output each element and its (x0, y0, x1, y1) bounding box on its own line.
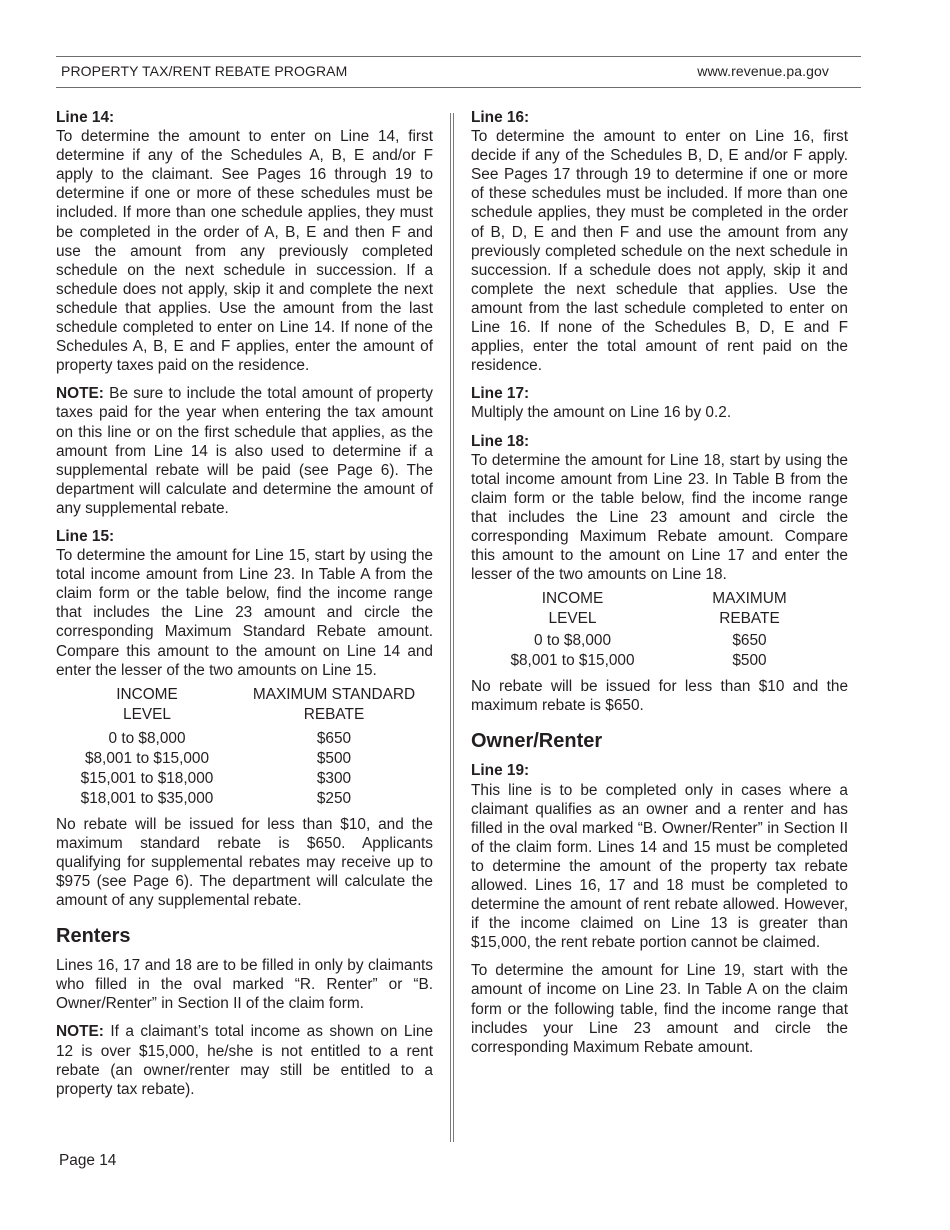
line16-text: To determine the amount to enter on Line 16, first decide if any of the Schedules B, D, E and/or F apply. See Pages 17 through 19 to determine if one or more of these schedules must be included. If more than one schedule applies, they must be completed in the order of B, D, E and then F and use the amount from any previously completed schedule on the next schedule in succession. If a schedule does not apply, skip it and complete the next schedule that applies. Use the amount from the last schedule completed to enter on Line 16. If none of the Schedules B, D, E and F applies, enter the total amount of rent paid on the residence. (471, 128, 848, 375)
income-level-cell: $8,001 to $15,000 (510, 652, 635, 670)
line17-heading: Line 17: (471, 385, 530, 403)
column-divider (450, 113, 454, 1142)
note2-paragraph (56, 1022, 433, 1098)
note1-label: NOTE: (56, 385, 104, 403)
line19-text: This line is to be completed only in cases where a claimant qualifies as an owner and a renter and has filled in the oval marked “B. Owner/Renter” in Section II of the claim form. Lines 14 and 15 must be completed to determine the amount of the property tax rebate allowed. Lines 16, 17 and 18 must be completed to determine the amount of rent rebate allowed. However, if the income claimed on Line 13 is greater than $15,000, the rent rebate portion cannot be claimed. (471, 781, 848, 952)
table-header-row (56, 705, 433, 725)
col-rebate-header: REBATE (303, 705, 365, 723)
line18-heading: Line 18: (471, 432, 530, 450)
line15-heading: Line 15: (56, 527, 115, 545)
header-website-url: www.revenue.pa.gov (697, 63, 829, 79)
col-level-header: LEVEL (123, 705, 171, 723)
col-income-header: INCOME (541, 590, 604, 608)
right-column (471, 108, 848, 1057)
rebate-cell: $500 (316, 749, 352, 767)
table-header-row (471, 589, 825, 609)
table-header-row (471, 609, 825, 629)
table-header-row (56, 685, 433, 705)
renters-text: Lines 16, 17 and 18 are to be filled in only by claimants who filled in the oval marked “R. Renter” or “B. Owner/Renter” in Section II of the claim form. (56, 957, 433, 1013)
line15-text: To determine the amount for Line 15, start by using the total income amount from Line 23. In Table A from the claim form or the table below, find the income range that includes the Line 23 amount and circle the corresponding Maximum Standard Rebate amount. Compare this amount to the amount on Line 14 and enter the lesser of the two amounts on Line 15. (56, 547, 433, 679)
line14-heading: Line 14: (56, 109, 115, 126)
renters-heading: Renters (56, 925, 131, 948)
rebate-cell: $250 (316, 789, 352, 807)
income-level-cell: $8,001 to $15,000 (84, 749, 210, 767)
line18-text: To determine the amount for Line 18, start by using the total income amount from Line 23. In Table B from the claim form or the table below, find the income range that includes the Line 23 amount and circle the corresponding Maximum Rebate amount. Compare this amount to the amount on Line 17 and enter the lesser of the two amounts on Line 18. (471, 451, 848, 584)
table-row (56, 769, 433, 789)
col-rebate-header: REBATE (719, 610, 780, 628)
header-bottom-rule (56, 87, 861, 88)
line19-text-2: To determine the amount for Line 19, start with the amount of income on Line 23. In Table A on the claim form or the following table, find the income range that includes your Line 23 amount and circle the corresponding Maximum Rebate amount. (471, 962, 848, 1056)
income-level-cell: 0 to $8,000 (533, 632, 612, 650)
line19-heading: Line 19: (471, 762, 530, 780)
table-row (56, 729, 433, 749)
col-max-header: MAXIMUM (712, 590, 787, 608)
col-max-header: MAXIMUM STANDARD (252, 685, 416, 703)
line14-text: To determine the amount to enter on Line 14, first determine if any of the Schedules A, B, E and/or F apply to the claimant. See Pages 16 through 19 to determine if one or more of these schedules must be included. If more than one schedule applies, they must be completed in the order of A, B, E and then F and use the amount from any previously completed schedule on the next schedule in succession. If a schedule does not apply, skip it and complete the next schedule that applies. Use the amount from the last schedule completed to enter on Line 14. If none of the Schedules A, B, E and F applies, enter the amount of property taxes paid on the residence. (56, 128, 433, 375)
note2-label: NOTE: (56, 1023, 104, 1041)
note2-text: If a claimant’s total income as shown on Line 12 is over $15,000, he/she is not entitled to a rent rebate (an owner/renter may still be entitled to a property tax rebate). (56, 1023, 433, 1098)
table-row (471, 651, 825, 671)
line16-heading: Line 16: (471, 109, 530, 126)
note1-paragraph (56, 384, 433, 518)
rebate-cell: $650 (732, 632, 767, 650)
standard-rebate-table (56, 685, 433, 809)
rebate-cell: $650 (316, 729, 352, 747)
after-table-text: No rebate will be issued for less than $10, and the maximum standard rebate is $650. Applicants qualifying for supplemental rebates may receive up to $975 (see Page 6). The department will calculate the amount of any supplemental rebate. (56, 815, 433, 910)
rent-rebate-table (471, 589, 825, 671)
table-row (56, 749, 433, 769)
line17-text: Multiply the amount on Line 16 by 0.2. (471, 404, 732, 422)
after-table-text: No rebate will be issued for less than $10 and the maximum rebate is $650. (471, 678, 848, 715)
header-program-title: PROPERTY TAX/RENT REBATE PROGRAM (61, 63, 348, 79)
table-row (56, 789, 433, 809)
header-top-rule (56, 56, 861, 57)
table-row (471, 631, 825, 651)
page-number: Page 14 (59, 1152, 117, 1169)
income-level-cell: $18,001 to $35,000 (80, 789, 214, 807)
income-level-cell: 0 to $8,000 (108, 729, 186, 747)
owner-renter-heading: Owner/Renter (471, 730, 603, 753)
left-column (56, 108, 433, 1099)
income-level-cell: $15,001 to $18,000 (80, 769, 214, 787)
rebate-cell: $300 (316, 769, 352, 787)
note1-text: Be sure to include the total amount of property taxes paid for the year when entering the tax amount on this line or on the first schedule that applies, as the amount from Line 14 is also used to determine if a supplemental rebate will be paid (see Page 6). The department will calculate and determine the amount of any supplemental rebate. (56, 385, 433, 517)
col-income-header: INCOME (116, 685, 178, 703)
col-level-header: LEVEL (548, 610, 597, 628)
rebate-cell: $500 (732, 652, 767, 670)
